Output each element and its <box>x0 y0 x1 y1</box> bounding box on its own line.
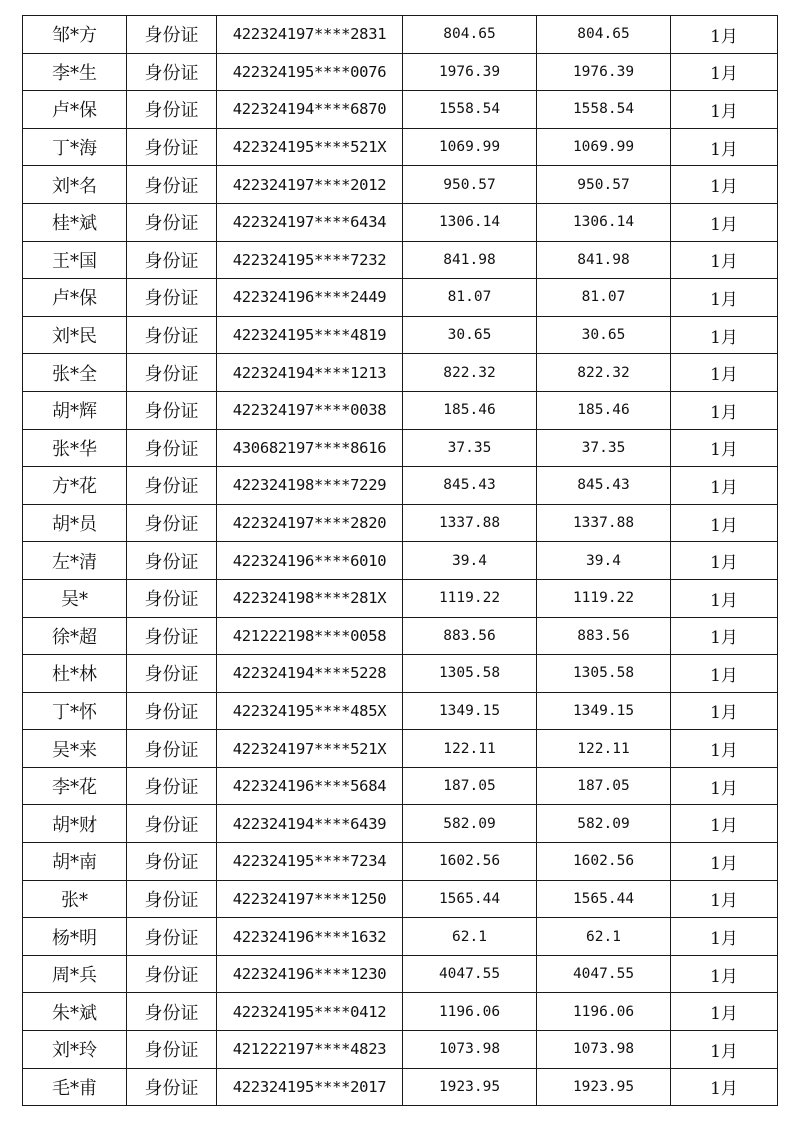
name-cell: 刘*玲 <box>23 1031 127 1069</box>
amount-cell: 1349.15 <box>403 692 537 730</box>
month-cell: 1月 <box>671 128 778 166</box>
amount-cell: 1923.95 <box>403 1068 537 1106</box>
amount-paid-cell: 1073.98 <box>537 1031 671 1069</box>
name-cell: 杜*林 <box>23 655 127 693</box>
name-cell: 丁*怀 <box>23 692 127 730</box>
id-number-cell: 422324195****7232 <box>217 241 403 279</box>
id-number-cell: 422324194****6870 <box>217 91 403 129</box>
id-type-cell: 身份证 <box>127 1031 217 1069</box>
month-cell: 1月 <box>671 354 778 392</box>
amount-cell: 1305.58 <box>403 655 537 693</box>
id-type-cell: 身份证 <box>127 316 217 354</box>
month-cell: 1月 <box>671 955 778 993</box>
id-type-cell: 身份证 <box>127 918 217 956</box>
amount-cell: 37.35 <box>403 429 537 467</box>
id-number-cell: 422324196****6010 <box>217 542 403 580</box>
table-row <box>23 579 778 617</box>
id-number-cell: 422324195****0076 <box>217 53 403 91</box>
amount-cell: 1073.98 <box>403 1031 537 1069</box>
name-cell: 卢*保 <box>23 279 127 317</box>
month-cell: 1月 <box>671 1031 778 1069</box>
id-type-cell: 身份证 <box>127 241 217 279</box>
amount-cell: 39.4 <box>403 542 537 580</box>
id-type-cell: 身份证 <box>127 993 217 1031</box>
name-cell: 王*国 <box>23 241 127 279</box>
name-cell: 杨*明 <box>23 918 127 956</box>
table-row <box>23 241 778 279</box>
table-row <box>23 767 778 805</box>
month-cell: 1月 <box>671 805 778 843</box>
amount-cell: 81.07 <box>403 279 537 317</box>
id-type-cell: 身份证 <box>127 128 217 166</box>
table-row <box>23 993 778 1031</box>
month-cell: 1月 <box>671 91 778 129</box>
amount-cell: 804.65 <box>403 16 537 54</box>
name-cell: 胡*南 <box>23 843 127 881</box>
amount-paid-cell: 845.43 <box>537 467 671 505</box>
month-cell: 1月 <box>671 880 778 918</box>
amount-paid-cell: 81.07 <box>537 279 671 317</box>
amount-cell: 841.98 <box>403 241 537 279</box>
id-number-cell: 422324198****281X <box>217 579 403 617</box>
name-cell: 邹*方 <box>23 16 127 54</box>
id-number-cell: 422324195****521X <box>217 128 403 166</box>
id-type-cell: 身份证 <box>127 354 217 392</box>
month-cell: 1月 <box>671 53 778 91</box>
table-row <box>23 1031 778 1069</box>
month-cell: 1月 <box>671 843 778 881</box>
name-cell: 张*全 <box>23 354 127 392</box>
id-type-cell: 身份证 <box>127 805 217 843</box>
table-row <box>23 166 778 204</box>
month-cell: 1月 <box>671 730 778 768</box>
name-cell: 吴* <box>23 579 127 617</box>
table-row <box>23 955 778 993</box>
id-type-cell: 身份证 <box>127 880 217 918</box>
id-number-cell: 422324194****5228 <box>217 655 403 693</box>
id-number-cell: 422324196****1632 <box>217 918 403 956</box>
table-row <box>23 16 778 54</box>
id-type-cell: 身份证 <box>127 279 217 317</box>
name-cell: 胡*财 <box>23 805 127 843</box>
name-cell: 左*清 <box>23 542 127 580</box>
id-type-cell: 身份证 <box>127 391 217 429</box>
id-type-cell: 身份证 <box>127 16 217 54</box>
amount-cell: 582.09 <box>403 805 537 843</box>
table-row <box>23 279 778 317</box>
name-cell: 朱*斌 <box>23 993 127 1031</box>
table-row <box>23 843 778 881</box>
amount-paid-cell: 1196.06 <box>537 993 671 1031</box>
id-type-cell: 身份证 <box>127 730 217 768</box>
amount-cell: 883.56 <box>403 617 537 655</box>
table-row <box>23 918 778 956</box>
amount-paid-cell: 1305.58 <box>537 655 671 693</box>
id-type-cell: 身份证 <box>127 467 217 505</box>
name-cell: 吴*来 <box>23 730 127 768</box>
amount-paid-cell: 1602.56 <box>537 843 671 881</box>
amount-paid-cell: 1976.39 <box>537 53 671 91</box>
id-number-cell: 430682197****8616 <box>217 429 403 467</box>
id-type-cell: 身份证 <box>127 579 217 617</box>
amount-paid-cell: 582.09 <box>537 805 671 843</box>
name-cell: 卢*保 <box>23 91 127 129</box>
name-cell: 方*花 <box>23 467 127 505</box>
amount-paid-cell: 1558.54 <box>537 91 671 129</box>
table-row <box>23 128 778 166</box>
amount-paid-cell: 883.56 <box>537 617 671 655</box>
id-type-cell: 身份证 <box>127 542 217 580</box>
month-cell: 1月 <box>671 504 778 542</box>
table-row <box>23 880 778 918</box>
amount-cell: 950.57 <box>403 166 537 204</box>
amount-cell: 30.65 <box>403 316 537 354</box>
amount-cell: 822.32 <box>403 354 537 392</box>
id-type-cell: 身份证 <box>127 617 217 655</box>
name-cell: 刘*名 <box>23 166 127 204</box>
month-cell: 1月 <box>671 241 778 279</box>
id-type-cell: 身份证 <box>127 767 217 805</box>
month-cell: 1月 <box>671 467 778 505</box>
id-type-cell: 身份证 <box>127 166 217 204</box>
month-cell: 1月 <box>671 279 778 317</box>
id-number-cell: 422324194****6439 <box>217 805 403 843</box>
amount-paid-cell: 1349.15 <box>537 692 671 730</box>
amount-cell: 1976.39 <box>403 53 537 91</box>
id-number-cell: 422324197****521X <box>217 730 403 768</box>
id-number-cell: 422324195****485X <box>217 692 403 730</box>
id-number-cell: 422324195****7234 <box>217 843 403 881</box>
month-cell: 1月 <box>671 993 778 1031</box>
table-row <box>23 467 778 505</box>
month-cell: 1月 <box>671 767 778 805</box>
id-number-cell: 422324198****7229 <box>217 467 403 505</box>
id-number-cell: 422324196****1230 <box>217 955 403 993</box>
month-cell: 1月 <box>671 542 778 580</box>
month-cell: 1月 <box>671 692 778 730</box>
amount-paid-cell: 187.05 <box>537 767 671 805</box>
month-cell: 1月 <box>671 429 778 467</box>
month-cell: 1月 <box>671 579 778 617</box>
id-type-cell: 身份证 <box>127 91 217 129</box>
id-number-cell: 422324195****0412 <box>217 993 403 1031</box>
name-cell: 李*花 <box>23 767 127 805</box>
table-body <box>23 16 778 1106</box>
amount-paid-cell: 1069.99 <box>537 128 671 166</box>
amount-cell: 1196.06 <box>403 993 537 1031</box>
amount-paid-cell: 1337.88 <box>537 504 671 542</box>
table-row <box>23 354 778 392</box>
amount-cell: 185.46 <box>403 391 537 429</box>
id-number-cell: 422324197****2012 <box>217 166 403 204</box>
id-type-cell: 身份证 <box>127 53 217 91</box>
table-row <box>23 655 778 693</box>
month-cell: 1月 <box>671 918 778 956</box>
table-row <box>23 617 778 655</box>
id-number-cell: 422324196****5684 <box>217 767 403 805</box>
id-number-cell: 422324197****1250 <box>217 880 403 918</box>
id-number-cell: 422324197****6434 <box>217 203 403 241</box>
amount-cell: 845.43 <box>403 467 537 505</box>
amount-paid-cell: 1119.22 <box>537 579 671 617</box>
amount-paid-cell: 37.35 <box>537 429 671 467</box>
table-row <box>23 805 778 843</box>
table-row <box>23 316 778 354</box>
id-type-cell: 身份证 <box>127 655 217 693</box>
table-row <box>23 91 778 129</box>
name-cell: 张* <box>23 880 127 918</box>
amount-cell: 4047.55 <box>403 955 537 993</box>
id-number-cell: 421222197****4823 <box>217 1031 403 1069</box>
amount-cell: 122.11 <box>403 730 537 768</box>
table-row <box>23 542 778 580</box>
amount-cell: 1558.54 <box>403 91 537 129</box>
id-number-cell: 422324197****2831 <box>217 16 403 54</box>
amount-cell: 1306.14 <box>403 203 537 241</box>
table-row <box>23 692 778 730</box>
name-cell: 毛*甫 <box>23 1068 127 1106</box>
id-number-cell: 422324197****0038 <box>217 391 403 429</box>
id-type-cell: 身份证 <box>127 504 217 542</box>
id-number-cell: 422324195****2017 <box>217 1068 403 1106</box>
id-type-cell: 身份证 <box>127 692 217 730</box>
name-cell: 丁*海 <box>23 128 127 166</box>
amount-cell: 1565.44 <box>403 880 537 918</box>
id-type-cell: 身份证 <box>127 203 217 241</box>
amount-paid-cell: 822.32 <box>537 354 671 392</box>
id-type-cell: 身份证 <box>127 429 217 467</box>
id-number-cell: 422324195****4819 <box>217 316 403 354</box>
table-row <box>23 429 778 467</box>
name-cell: 桂*斌 <box>23 203 127 241</box>
amount-paid-cell: 1923.95 <box>537 1068 671 1106</box>
id-type-cell: 身份证 <box>127 843 217 881</box>
amount-paid-cell: 30.65 <box>537 316 671 354</box>
amount-paid-cell: 122.11 <box>537 730 671 768</box>
table-row <box>23 1068 778 1106</box>
amount-cell: 1602.56 <box>403 843 537 881</box>
id-type-cell: 身份证 <box>127 1068 217 1106</box>
name-cell: 李*生 <box>23 53 127 91</box>
table-row <box>23 504 778 542</box>
id-type-cell: 身份证 <box>127 955 217 993</box>
month-cell: 1月 <box>671 1068 778 1106</box>
amount-cell: 1069.99 <box>403 128 537 166</box>
name-cell: 张*华 <box>23 429 127 467</box>
amount-cell: 1337.88 <box>403 504 537 542</box>
month-cell: 1月 <box>671 316 778 354</box>
table-row <box>23 53 778 91</box>
table-row <box>23 730 778 768</box>
id-number-cell: 422324194****1213 <box>217 354 403 392</box>
month-cell: 1月 <box>671 166 778 204</box>
name-cell: 刘*民 <box>23 316 127 354</box>
month-cell: 1月 <box>671 391 778 429</box>
subsidy-table <box>22 15 778 1106</box>
month-cell: 1月 <box>671 655 778 693</box>
id-number-cell: 421222198****0058 <box>217 617 403 655</box>
table-row <box>23 203 778 241</box>
amount-paid-cell: 185.46 <box>537 391 671 429</box>
month-cell: 1月 <box>671 617 778 655</box>
name-cell: 徐*超 <box>23 617 127 655</box>
amount-paid-cell: 1306.14 <box>537 203 671 241</box>
name-cell: 胡*员 <box>23 504 127 542</box>
month-cell: 1月 <box>671 203 778 241</box>
name-cell: 胡*辉 <box>23 391 127 429</box>
amount-cell: 62.1 <box>403 918 537 956</box>
amount-paid-cell: 1565.44 <box>537 880 671 918</box>
amount-cell: 187.05 <box>403 767 537 805</box>
amount-paid-cell: 804.65 <box>537 16 671 54</box>
amount-cell: 1119.22 <box>403 579 537 617</box>
amount-paid-cell: 39.4 <box>537 542 671 580</box>
amount-paid-cell: 4047.55 <box>537 955 671 993</box>
name-cell: 周*兵 <box>23 955 127 993</box>
amount-paid-cell: 950.57 <box>537 166 671 204</box>
amount-paid-cell: 841.98 <box>537 241 671 279</box>
month-cell: 1月 <box>671 16 778 54</box>
table-row <box>23 391 778 429</box>
amount-paid-cell: 62.1 <box>537 918 671 956</box>
id-number-cell: 422324196****2449 <box>217 279 403 317</box>
id-number-cell: 422324197****2820 <box>217 504 403 542</box>
